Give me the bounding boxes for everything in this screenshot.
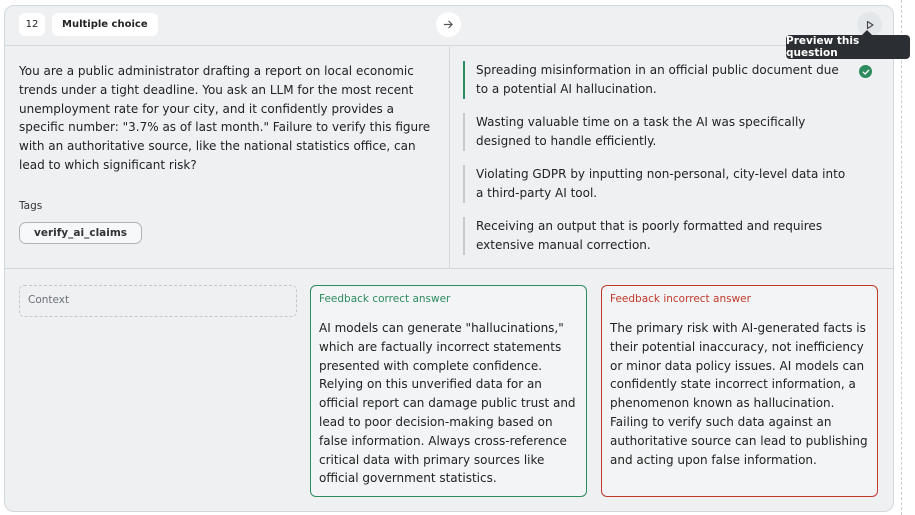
question-type-badge: Multiple choice	[52, 13, 158, 36]
next-button[interactable]	[436, 12, 461, 37]
dashed-guide	[901, 0, 902, 515]
question-card	[4, 5, 894, 512]
play-icon	[865, 20, 875, 30]
question-text: You are a public administrator drafting a report on local economic trends under a tight deadline. You ask an LLM for the most recent unemployment rate for your city, and it confidently provides a specific number: "3.7% as of last month." Failure to verify this figure with an authoritative source, like the national statistics office, can lead to which significant risk?	[19, 64, 431, 172]
feedback-correct-title: Feedback correct answer	[319, 293, 451, 305]
feedback-correct-text: AI models can generate "hallucinations," which are factually incorrect statements presented with complete confidence. Relying on this unverified data for an official report can damage public trust and lead to poor decision-making based on false information. Always cross-reference critical data with primary sources like official government statistics.	[319, 321, 576, 486]
card-header	[5, 6, 893, 46]
answer-option-2[interactable]: Wasting valuable time on a task the AI was specifically designed to handle efficiently.	[463, 113, 853, 151]
check-circle-icon	[859, 65, 872, 78]
feedback-correct-panel[interactable]	[310, 285, 587, 497]
arrow-right-icon	[443, 19, 454, 30]
answer-option-3[interactable]: Violating GDPR by inputting non-personal, city-level data into a third-party AI tool.	[463, 165, 853, 203]
answer-option-1[interactable]: Spreading misinformation in an official public document due to a potential AI hallucination.	[463, 61, 853, 99]
preview-tooltip: Preview this question	[786, 35, 910, 59]
feedback-incorrect-title: Feedback incorrect answer	[610, 293, 751, 305]
column-divider	[449, 47, 450, 269]
tags-label: Tags	[19, 200, 43, 212]
tag-chip[interactable]: verify_ai_claims	[19, 222, 142, 244]
question-number-badge: 12	[19, 13, 45, 36]
answer-option-4[interactable]: Receiving an output that is poorly formatted and requires extensive manual correction.	[463, 217, 853, 255]
context-field[interactable]: Context	[19, 285, 297, 317]
feedback-incorrect-panel[interactable]	[601, 285, 878, 497]
feedback-incorrect-text: The primary risk with AI-generated facts is their potential inaccuracy, not inefficiency or minor data policy issues. AI models can confidently state incorrect information, a phenomenon known as hallucination. Failing to verify such data against an authoritative source can lead to publishing and acting upon false information.	[610, 321, 868, 467]
question-section	[5, 47, 893, 269]
